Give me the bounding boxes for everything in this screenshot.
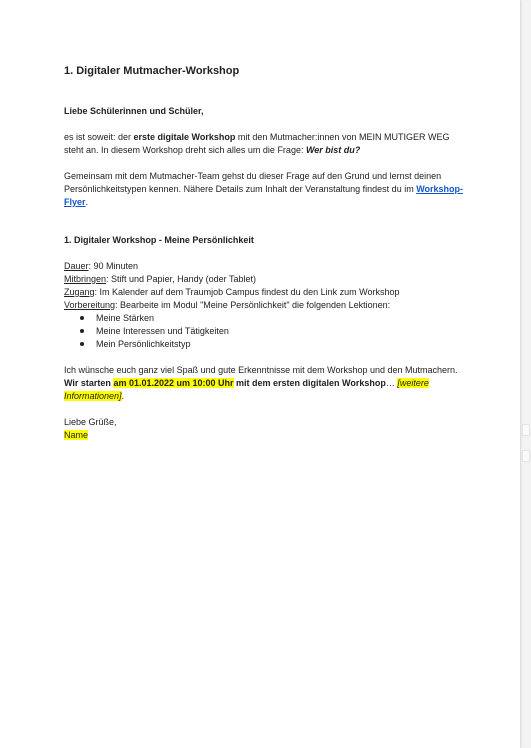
dauer-value: : 90 Minuten	[88, 261, 139, 271]
zugang-label: Zugang	[64, 287, 95, 297]
vorbereitung-value: : Bearbeite im Modul "Meine Persönlichkeit" die folgenden Lektionen:	[115, 300, 391, 310]
document-body	[64, 64, 469, 442]
wish-paragraph	[64, 364, 469, 403]
list-item: Mein Persönlichkeitstyp	[64, 338, 469, 351]
workshop-flyer-link[interactable]: Workshop-Flyer	[64, 184, 464, 207]
mitbringen-label: Mitbringen	[64, 274, 107, 284]
vorbereitung-label: Vorbereitung	[64, 300, 116, 310]
intro-bold-workshop: erste digitale Workshop	[133, 132, 236, 142]
lessons-list	[64, 312, 469, 351]
wish-period: .	[121, 391, 125, 401]
team-text-1: Gemeinsam mit dem Mutmacher-Team gehst du dieser Frage auf den Grund und lernst deinen Persönlichkeitstypen kennen. Nähere Details zum Inhalt der Veranstaltung findest du im	[64, 171, 442, 194]
info-vorbereitung	[64, 299, 469, 312]
team-text-2: .	[85, 197, 89, 207]
dauer-label: Dauer	[64, 261, 89, 271]
wish-ellipsis: …	[385, 378, 398, 388]
intro-text-1: es ist soweit: der	[64, 132, 134, 142]
intro-paragraph	[64, 131, 469, 157]
list-item: Meine Interessen und Tätigkeiten	[64, 325, 469, 338]
side-marker-bottom	[522, 450, 530, 462]
list-item: Meine Stärken	[64, 312, 469, 325]
workshop-heading: 1. Digitaler Workshop - Meine Persönlichkeit	[64, 235, 254, 245]
greeting: Liebe Schülerinnen und Schüler,	[64, 106, 204, 116]
info-zugang	[64, 286, 469, 299]
side-marker-top	[522, 424, 530, 436]
intro-question: Wer bist du?	[305, 145, 361, 155]
document-title: 1. Digitaler Mutmacher-Workshop	[64, 65, 240, 77]
name-placeholder: Name	[64, 430, 89, 440]
wish-workshop: mit dem ersten digitalen Workshop	[233, 378, 386, 388]
wish-start: Wir starten	[64, 378, 114, 388]
workshop-info	[64, 260, 469, 351]
mitbringen-value: : Stift und Papier, Handy (oder Tablet)	[106, 274, 256, 284]
closing: Liebe Grüße,	[64, 417, 117, 427]
info-mitbringen	[64, 273, 469, 286]
zugang-value: : Im Kalender auf dem Traumjob Campus findest du den Link zum Workshop	[94, 287, 400, 297]
more-info-placeholder: [weitere Informationen]	[64, 378, 429, 401]
signature-name	[64, 429, 469, 442]
team-paragraph	[64, 170, 469, 209]
workshop-date-highlight: am 01.01.2022 um 10:00 Uhr	[113, 378, 234, 388]
intro-text-2: mit den Mutmacher:innen von MEIN MUTIGER WEG steht an. In diesem Workshop dreht sich alles um die Frage:	[64, 132, 450, 155]
info-dauer	[64, 260, 469, 273]
wish-text-1: Ich wünsche euch ganz viel Spaß und gute Erkenntnisse mit dem Workshop und den Mutmachern.	[64, 365, 458, 375]
